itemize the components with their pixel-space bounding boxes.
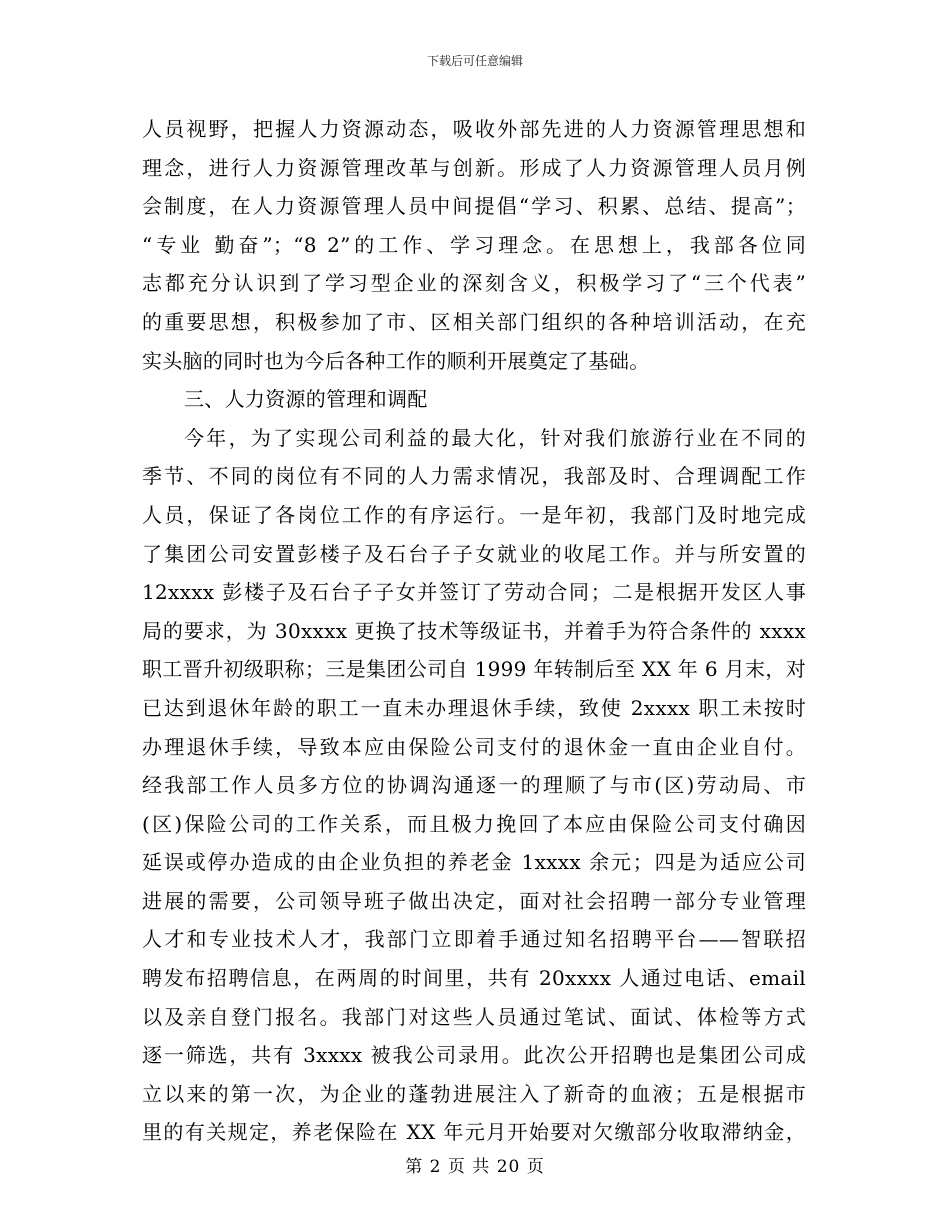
text-line: 局的要求，为 30xxxx 更换了技术等级证书，并着手为符合条件的 xxxx: [142, 618, 806, 643]
text-line: 办理退休手续，导致本应由保险公司支付的退休金一直由企业自付。: [142, 734, 806, 759]
text-line: 志都充分认识到了学习型企业的深刻含义，积极学习了“三个代表”: [142, 271, 806, 296]
text-line: 里的有关规定，养老保险在 XX 年元月开始要对欠缴部分收取滞纳金，: [142, 1120, 806, 1145]
text-line: 职工晋升初级职称；三是集团公司自 1999 年转制后至 XX 年 6 月末，对: [142, 657, 806, 682]
text-line: 延误或停办造成的由企业负担的养老金 1xxxx 余元；四是为适应公司: [142, 850, 806, 875]
section-heading: 三、人力资源的管理和调配: [184, 387, 428, 412]
text-line: 今年，为了实现公司利益的最大化，针对我们旅游行业在不同的: [184, 425, 806, 450]
text-line: 了集团公司安置彭楼子及石台子子女就业的收尾工作。并与所安置的: [142, 541, 806, 566]
text-line: 人才和专业技术人才，我部门立即着手通过知名招聘平台——智联招: [142, 927, 806, 952]
text-line: 聘发布招聘信息，在两周的时间里，共有 20xxxx 人通过电话、email: [142, 966, 806, 991]
text-line: 已达到退休年龄的职工一直未办理退休手续，致使 2xxxx 职工未按时: [142, 695, 806, 720]
text-line: 以及亲自登门报名。我部门对这些人员通过笔试、面试、体检等方式: [142, 1004, 806, 1029]
text-line: 进展的需要，公司领导班子做出决定，面对社会招聘一部分专业管理: [142, 888, 806, 913]
text-line: 立以来的第一次，为企业的蓬勃进展注入了新奇的血液；五是根据市: [142, 1081, 806, 1106]
text-line: 人员，保证了各岗位工作的有序运行。一是年初，我部门及时地完成: [142, 502, 806, 527]
text-line: 理念，进行人力资源管理改革与创新。形成了人力资源管理人员月例: [142, 155, 806, 180]
text-line: 季节、不同的岗位有不同的人力需求情况，我部及时、合理调配工作: [142, 464, 806, 489]
text-line: 经我部工作人员多方位的协调沟通逐一的理顺了与市(区)劳动局、市: [142, 773, 806, 798]
text-line: 的重要思想，积极参加了市、区相关部门组织的各种培训活动，在充: [142, 309, 806, 334]
text-line: (区)保险公司的工作关系，而且极力挽回了本应由保险公司支付确因: [142, 811, 806, 836]
page-header: 下载后可任意编辑: [426, 54, 523, 68]
text-line: 12xxxx 彭楼子及石台子子女并签订了劳动合同；二是根据开发区人事: [142, 580, 806, 605]
body-text: [142, 110, 806, 1152]
text-line: 逐一筛选，共有 3xxxx 被我公司录用。此次公开招聘也是集团公司成: [142, 1043, 806, 1068]
text-line: 会制度，在人力资源管理人员中间提倡“学习、积累、总结、提高”；: [142, 194, 806, 219]
page-footer: 第 2 页 共 20 页: [405, 1157, 545, 1177]
text-line: 人员视野，把握人力资源动态，吸收外部先进的人力资源管理思想和: [142, 117, 806, 141]
text-line: 实头脑的同时也为今后各种工作的顺利开展奠定了基础。: [142, 348, 650, 373]
text-line: “专业 勤奋”；“8 2”的工作、学习理念。在思想上，我部各位同: [142, 232, 806, 257]
